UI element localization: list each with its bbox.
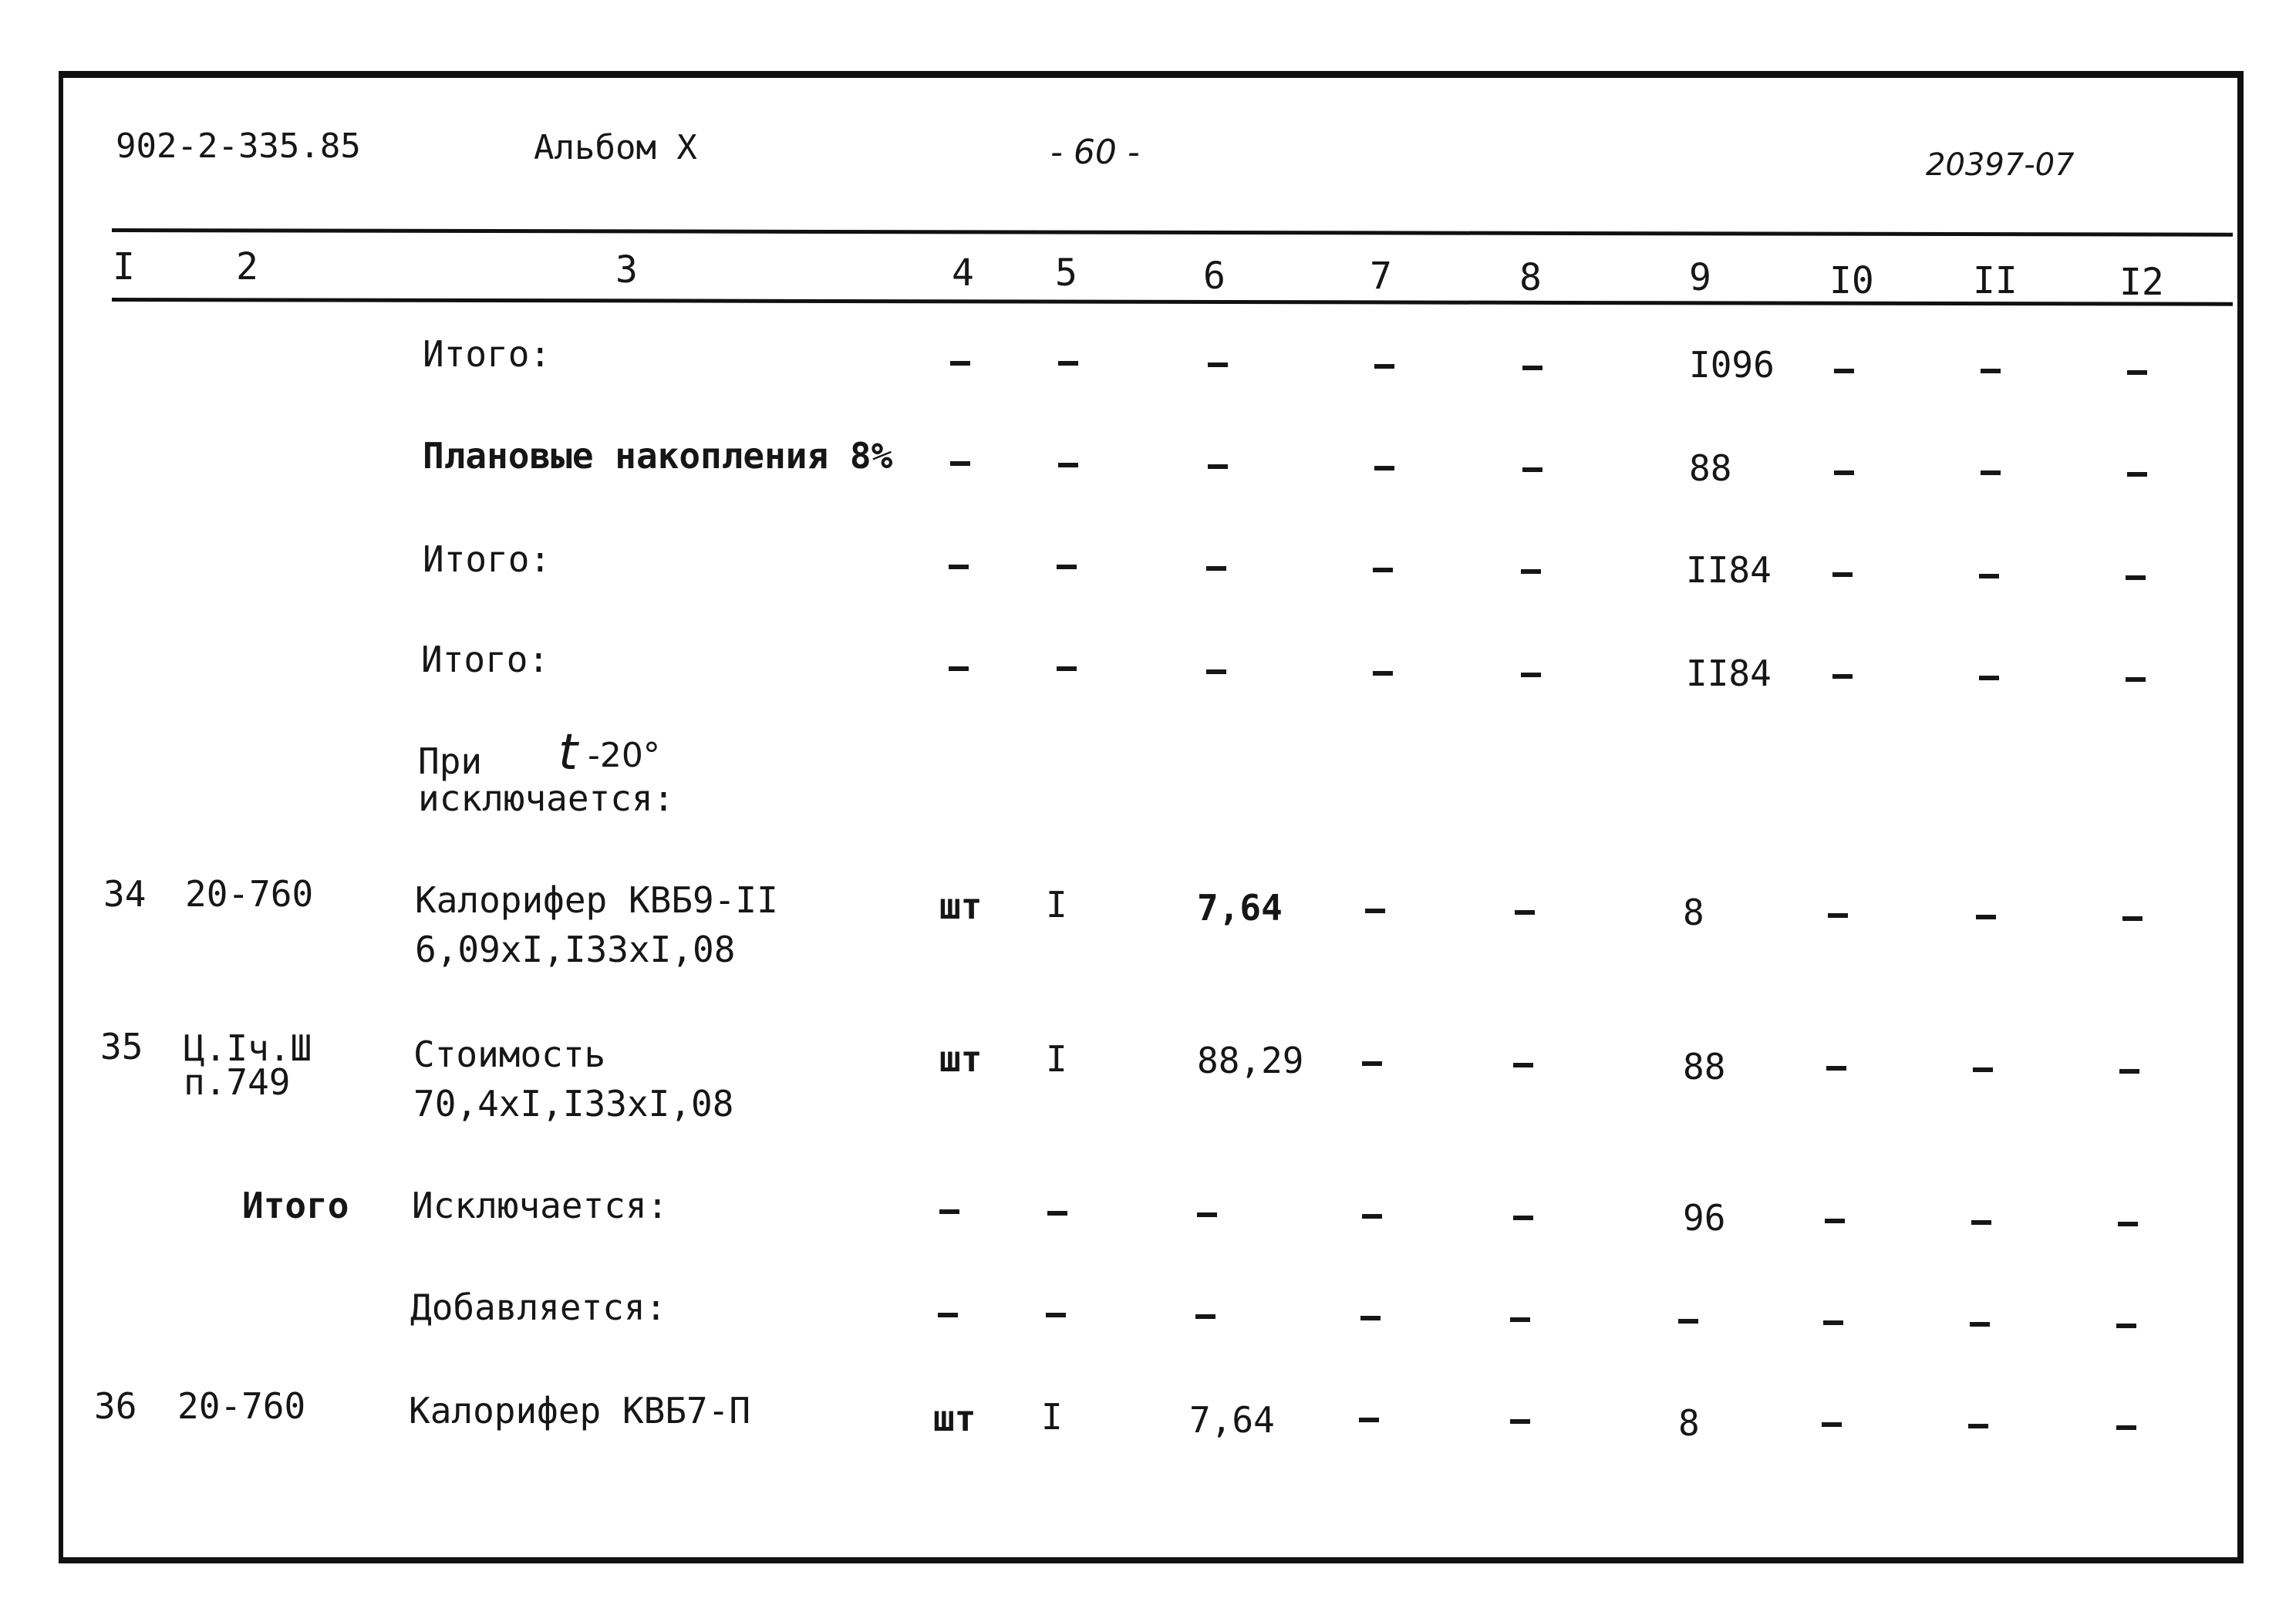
row-condition-prefix: При <box>418 740 483 782</box>
dash <box>1521 673 1541 677</box>
dash <box>1823 1320 1843 1325</box>
dash <box>1510 1419 1530 1424</box>
dash <box>1374 364 1394 369</box>
dash <box>1058 361 1078 366</box>
page-number: - 60 - <box>1050 133 1140 172</box>
col-header-7: 7 <box>1370 255 1392 298</box>
dash <box>1976 915 1996 919</box>
dash <box>1365 909 1385 913</box>
col-header-6: 6 <box>1203 255 1226 298</box>
col-header-2: 2 <box>236 245 258 288</box>
dash <box>1515 910 1535 915</box>
col-header-9: 9 <box>1689 256 1711 299</box>
row-36-desc: Калорифер КВБ7-П <box>409 1390 751 1432</box>
dash <box>950 461 970 466</box>
dash <box>1832 572 1853 577</box>
dash <box>2127 370 2147 375</box>
row-35-price: 88,29 <box>1197 1040 1304 1081</box>
dash <box>2119 1069 2139 1074</box>
dash <box>1521 569 1541 574</box>
row-excluded-desc: Исключается: <box>412 1185 669 1226</box>
dash <box>1828 913 1848 918</box>
row-total-1-sum: I096 <box>1689 344 1775 386</box>
dash <box>1981 470 2001 475</box>
row-36-unit: шт <box>933 1398 976 1439</box>
dash <box>1047 1211 1067 1216</box>
dash <box>1826 1066 1846 1071</box>
col-header-4: 4 <box>952 251 974 295</box>
dash <box>1979 574 1999 578</box>
dash <box>1981 369 2001 373</box>
dash <box>1971 1220 1991 1225</box>
row-condition-t: t <box>558 724 578 781</box>
dash <box>1374 466 1394 470</box>
row-added-desc: Добавляется: <box>410 1287 667 1328</box>
dash <box>2127 472 2147 477</box>
dash <box>938 1313 958 1317</box>
dash <box>950 361 970 366</box>
dash <box>1373 671 1393 676</box>
row-excluded-label: Итого <box>242 1185 349 1226</box>
dash <box>1373 568 1393 572</box>
row-35-formula: 70,4xI,I33xI,08 <box>413 1083 734 1125</box>
dash <box>1197 1212 1217 1217</box>
page-frame <box>59 71 2244 1563</box>
row-35-num: 35 <box>100 1026 143 1067</box>
dash <box>1970 1322 1990 1327</box>
dash <box>1834 369 1854 373</box>
col-header-8: 8 <box>1519 256 1542 299</box>
row-total-3-desc: Итого: <box>421 639 550 680</box>
dash <box>1510 1317 1530 1322</box>
row-total-2-desc: Итого: <box>423 538 551 580</box>
dash <box>1678 1319 1698 1324</box>
dash <box>1979 676 1999 680</box>
row-34-price: 7,64 <box>1197 887 1283 929</box>
dash <box>2116 1324 2136 1328</box>
row-35-unit: шт <box>939 1038 983 1080</box>
dash <box>1057 666 1077 671</box>
row-34-code: 20-760 <box>185 873 314 915</box>
row-34-formula: 6,09xI,I33xI,08 <box>415 929 736 970</box>
row-36-qty: I <box>1041 1396 1063 1438</box>
dash <box>1206 669 1226 674</box>
row-35-code: Ц.Iч.Ш <box>184 1027 312 1069</box>
dash <box>1208 363 1228 367</box>
dash <box>2116 1425 2136 1430</box>
dash <box>1208 464 1228 469</box>
dash <box>1825 1219 1845 1223</box>
row-condition-excluded: исключается: <box>418 777 675 819</box>
dash <box>1362 1214 1382 1219</box>
col-header-11: II <box>1973 259 2018 302</box>
album-label: Альбом X <box>534 128 697 167</box>
row-total-2-sum: II84 <box>1686 549 1772 591</box>
dash <box>939 1209 959 1214</box>
dash <box>1513 1216 1533 1220</box>
stamp-number: 20397-07 <box>1926 147 2075 183</box>
row-36-sum: 8 <box>1678 1402 1700 1444</box>
dash <box>2118 1222 2138 1226</box>
dash <box>949 666 969 671</box>
col-header-1: I <box>113 245 135 288</box>
row-34-qty: I <box>1046 884 1067 926</box>
col-header-5: 5 <box>1055 251 1077 295</box>
row-34-desc: Калорифер КВБ9-II <box>415 879 778 921</box>
dash <box>1822 1422 1842 1427</box>
row-34-num: 34 <box>103 873 147 915</box>
dash <box>2126 677 2146 682</box>
row-34-unit: шт <box>939 885 983 927</box>
row-35-sum: 88 <box>1683 1046 1726 1088</box>
dash <box>1522 366 1542 370</box>
dash <box>1046 1313 1066 1317</box>
dash <box>949 565 969 569</box>
dash <box>1058 463 1078 467</box>
dash <box>1832 674 1853 679</box>
dash <box>1834 470 1854 475</box>
row-36-price: 7,64 <box>1189 1399 1275 1441</box>
dash <box>1195 1314 1215 1319</box>
row-planned-savings-desc: Плановые накопления 8% <box>423 435 893 477</box>
dash <box>1968 1424 1988 1428</box>
dash <box>1973 1067 1993 1072</box>
row-35-desc: Стоимость <box>413 1034 606 1075</box>
row-34-sum: 8 <box>1683 892 1704 933</box>
dash <box>1359 1418 1379 1422</box>
dash <box>1513 1063 1533 1067</box>
col-header-3: 3 <box>615 248 638 292</box>
row-condition-temp: -20° <box>588 736 660 775</box>
row-excluded-sum: 96 <box>1683 1197 1726 1239</box>
dash <box>2126 575 2146 580</box>
row-36-code: 20-760 <box>177 1385 306 1427</box>
dash <box>1362 1061 1382 1066</box>
dash <box>2122 916 2143 921</box>
row-total-3-sum: II84 <box>1686 653 1772 694</box>
row-36-num: 36 <box>94 1385 137 1427</box>
row-35-qty: I <box>1046 1038 1067 1080</box>
col-header-10: I0 <box>1829 259 1874 302</box>
col-header-12: I2 <box>2119 261 2164 304</box>
row-total-1-desc: Итого: <box>423 333 551 375</box>
row-35-code-item: п.749 <box>184 1061 291 1103</box>
dash <box>1206 566 1226 571</box>
dash <box>1360 1316 1381 1320</box>
row-planned-savings-sum: 88 <box>1689 447 1732 489</box>
dash <box>1522 467 1542 472</box>
dash <box>1057 565 1077 569</box>
doc-code: 902-2-335.85 <box>116 126 361 166</box>
